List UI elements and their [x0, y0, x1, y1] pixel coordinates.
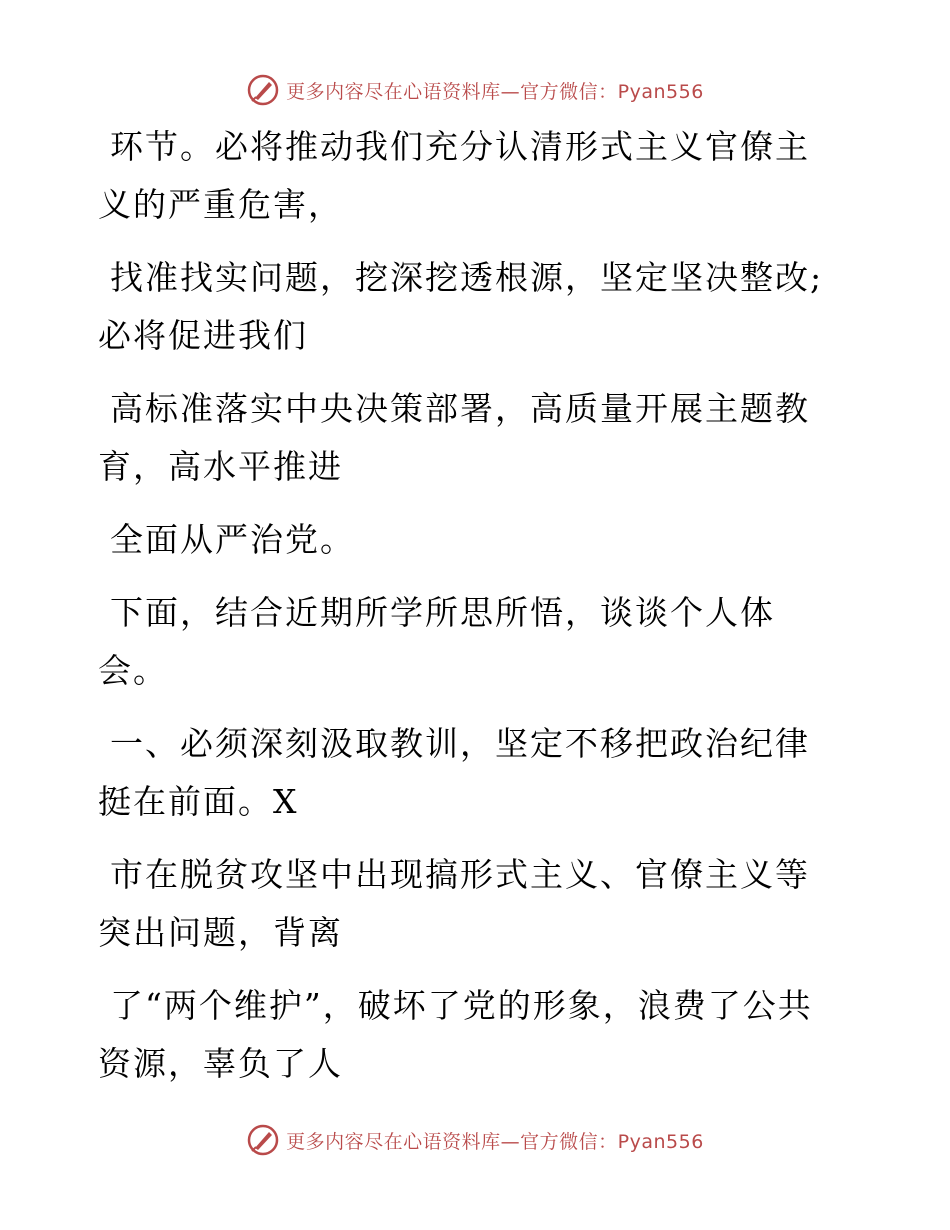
paragraph: 一、必须深刻汲取教训，坚定不移把政治纪律挺在前面。X — [98, 724, 810, 821]
quill-seal-icon — [246, 1123, 280, 1157]
paragraph: 找准找实问题，挖深挖透根源，坚定坚决整改;必将促进我们 — [98, 258, 824, 355]
document-body — [98, 118, 838, 1108]
watermark-brand — [246, 1123, 704, 1157]
paragraph: 全面从严治党。 — [110, 520, 355, 559]
watermark-text: 更多内容尽在心语资料库—官方微信：Pyan556 — [286, 80, 704, 103]
paragraph: 市在脱贫攻坚中出现搞形式主义、官僚主义等突出问题，背离 — [98, 855, 810, 952]
paragraph: 了“两个维护”，破坏了党的形象，浪费了公共资源，辜负了人 — [98, 986, 813, 1083]
watermark-brand — [246, 73, 704, 107]
paragraph: 下面，结合近期所学所思所悟，谈谈个人体会。 — [98, 593, 775, 690]
page-header-watermark — [0, 70, 950, 110]
quill-seal-icon — [246, 73, 280, 107]
watermark-text: 更多内容尽在心语资料库—官方微信：Pyan556 — [286, 1130, 704, 1153]
paragraph: 高标准落实中央决策部署，高质量开展主题教育，高水平推进 — [98, 389, 810, 486]
paragraph: 环节。必将推动我们充分认清形式主义官僚主义的严重危害， — [98, 127, 810, 224]
page-footer-watermark — [0, 1120, 950, 1160]
